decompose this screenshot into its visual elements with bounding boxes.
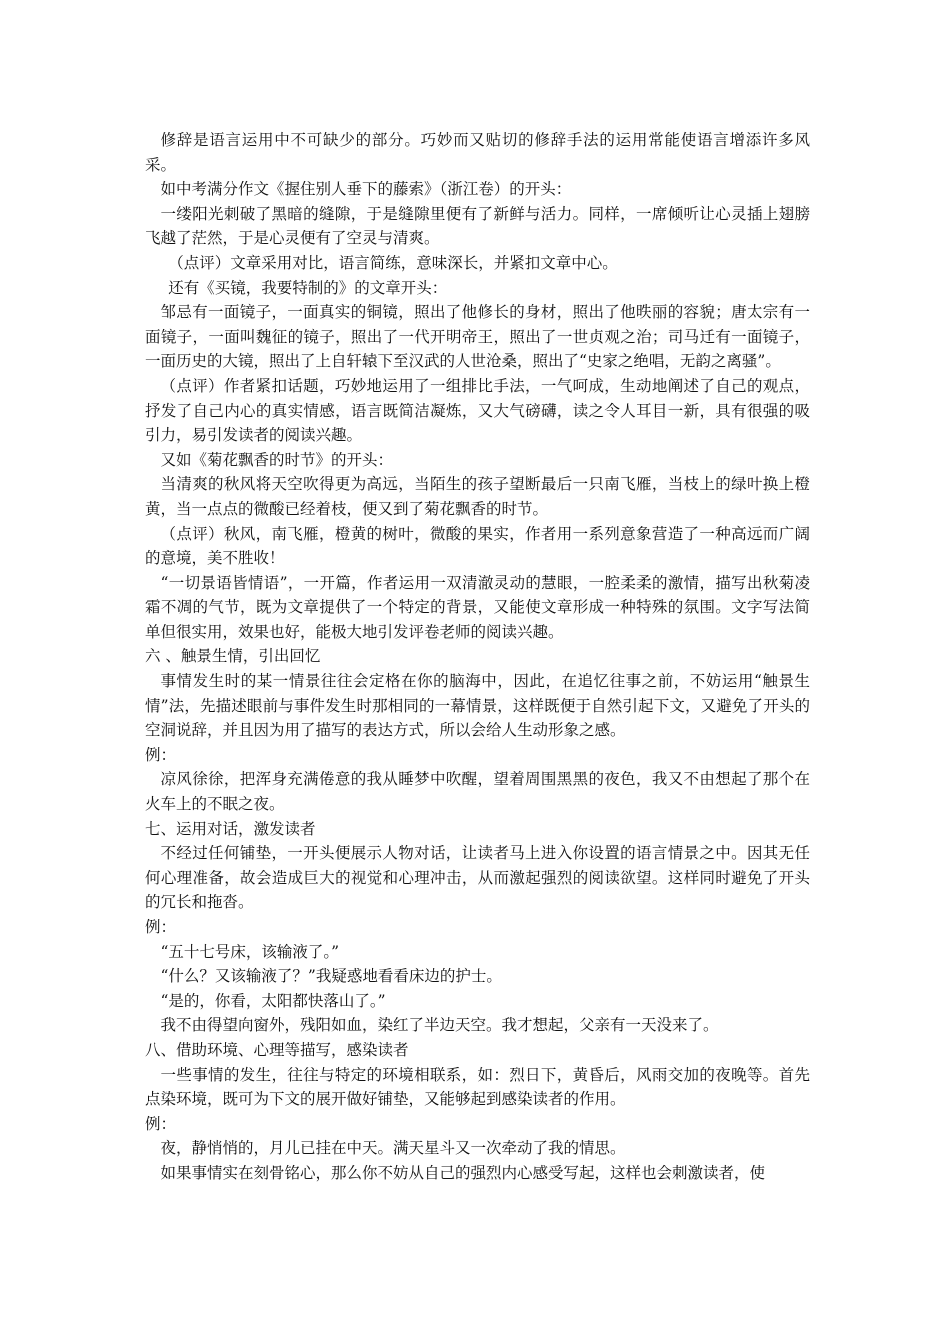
section-heading: 例： [145, 918, 177, 936]
paragraph: “是的，你看，太阳都快落山了。” [160, 991, 386, 1010]
section-heading: 例： [145, 745, 177, 764]
paragraph: 我不由得望向窗外，残阳如血，染红了半边天空。我才想起，父亲有一天没来了。 [160, 1016, 719, 1035]
paragraph: 一缕阳光刺破了黑暗的缝隙，于是缝隙里便有了新鲜与活力。同样，一席倾听让心灵插上翅膀飞越了茫然，于是心灵便有了空灵与清爽。 [145, 204, 810, 248]
paragraph: “什么？又该输液了？”我疑惑地看看床边的护士。 [160, 967, 502, 986]
paragraph: “五十七号床，该输液了。” [160, 942, 340, 961]
section-heading: 八、借助环境、心理等描写，感染读者 [145, 1040, 409, 1059]
paragraph: 还有《买镜，我要特制的》的文章开头： [168, 278, 448, 297]
paragraph: 凉风徐徐，把浑身充满倦意的我从睡梦中吹醒，望着周围黑黑的夜色，我又不由想起了那个在火车上的不眠之夜。 [145, 770, 810, 814]
section-heading: 七、运用对话，激发读者 [145, 819, 316, 838]
paragraph: 如果事情实在刻骨铭心，那么你不妨从自己的强烈内心感受写起，这样也会刺激读者，使 [160, 1163, 766, 1182]
paragraph: 修辞是语言运用中不可缺少的部分。巧妙而又贴切的修辞手法的运用常能使语言增添许多风采。 [145, 131, 810, 174]
paragraph: 夜，静悄悄的，月儿已挂在中天。满天星斗又一次牵动了我的情思。 [160, 1139, 626, 1158]
section-heading: 例： [145, 1114, 177, 1133]
paragraph: 一些事情的发生，往往与特定的环境相联系，如：烈日下，黄昏后，风雨交加的夜晚等。首先点染环境，既可为下文的展开做好铺垫，又能够起到感染读者的作用。 [145, 1065, 810, 1109]
paragraph: 邹忌有一面镜子，一面真实的铜镜，照出了他修长的身材，照出了他昳丽的容貌；唐太宗有一面镜子，一面叫魏征的镜子，照出了一代开明帝王，照出了一世贞观之治；司马迁有一面镜子，一面历史的大镜，照出了上自轩辕下至汉武的人世沧桑，照出了“史家之绝唱，无韵之离骚”。 [145, 303, 810, 371]
paragraph: （点评）文章采用对比，语言简练，意味深长，并紧扣文章中心。 [168, 253, 618, 272]
paragraph: 事情发生时的某一情景往往会定格在你的脑海中，因此，在追忆往事之前，不妨运用“触景生情”法，先描述眼前与事件发生时那相同的一幕情景，这样既便于自然引起下文，又避免了开头的空洞说辞，并且因为用了描写的表达方式，所以会给人生动形象之感。 [145, 672, 810, 740]
paragraph: 又如《菊花飘香的时节》的开头： [160, 450, 394, 469]
paragraph: 如中考满分作文《握住别人垂下的藤索》（浙江卷）的开头： [160, 180, 572, 199]
paragraph: 不经过任何铺垫，一开头便展示人物对话，让读者马上进入你设置的语言情景之中。因其无任何心理准备，故会造成巨大的视觉和心理冲击，从而激起强烈的阅读欲望。这样同时避免了开头的冗长和拖沓。 [145, 844, 810, 912]
document-body [145, 128, 810, 1186]
paragraph: （点评）作者紧扣话题，巧妙地运用了一组排比手法，一气呵成，生动地阐述了自己的观点，抒发了自己内心的真实情感，语言既简洁凝炼，又大气磅礴，读之令人耳目一新，具有很强的吸引力，易引发读者的阅读兴趣。 [145, 376, 810, 445]
section-heading: 六 、触景生情，引出回忆 [145, 647, 321, 666]
paragraph: （点评）秋风，南飞雁，橙黄的树叶，微酸的果实，作者用一系列意象营造了一种高远而广阔的意境，美不胜收！ [145, 524, 810, 568]
paragraph: 当清爽的秋风将天空吹得更为高远，当陌生的孩子望断最后一只南飞雁，当枝上的绿叶换上橙黄，当一点点的微酸已经着枝，便又到了菊花飘香的时节。 [145, 475, 810, 518]
paragraph: “一切景语皆情语”，一开篇，作者运用一双清澈灵动的慧眼，一腔柔柔的激情，描写出秋菊凌霜不凋的气节，既为文章提供了一个特定的背景，又能使文章形成一种特殊的氛围。文字写法简单但很实用，效果也好，能极大地引发评卷老师的阅读兴趣。 [145, 573, 810, 641]
